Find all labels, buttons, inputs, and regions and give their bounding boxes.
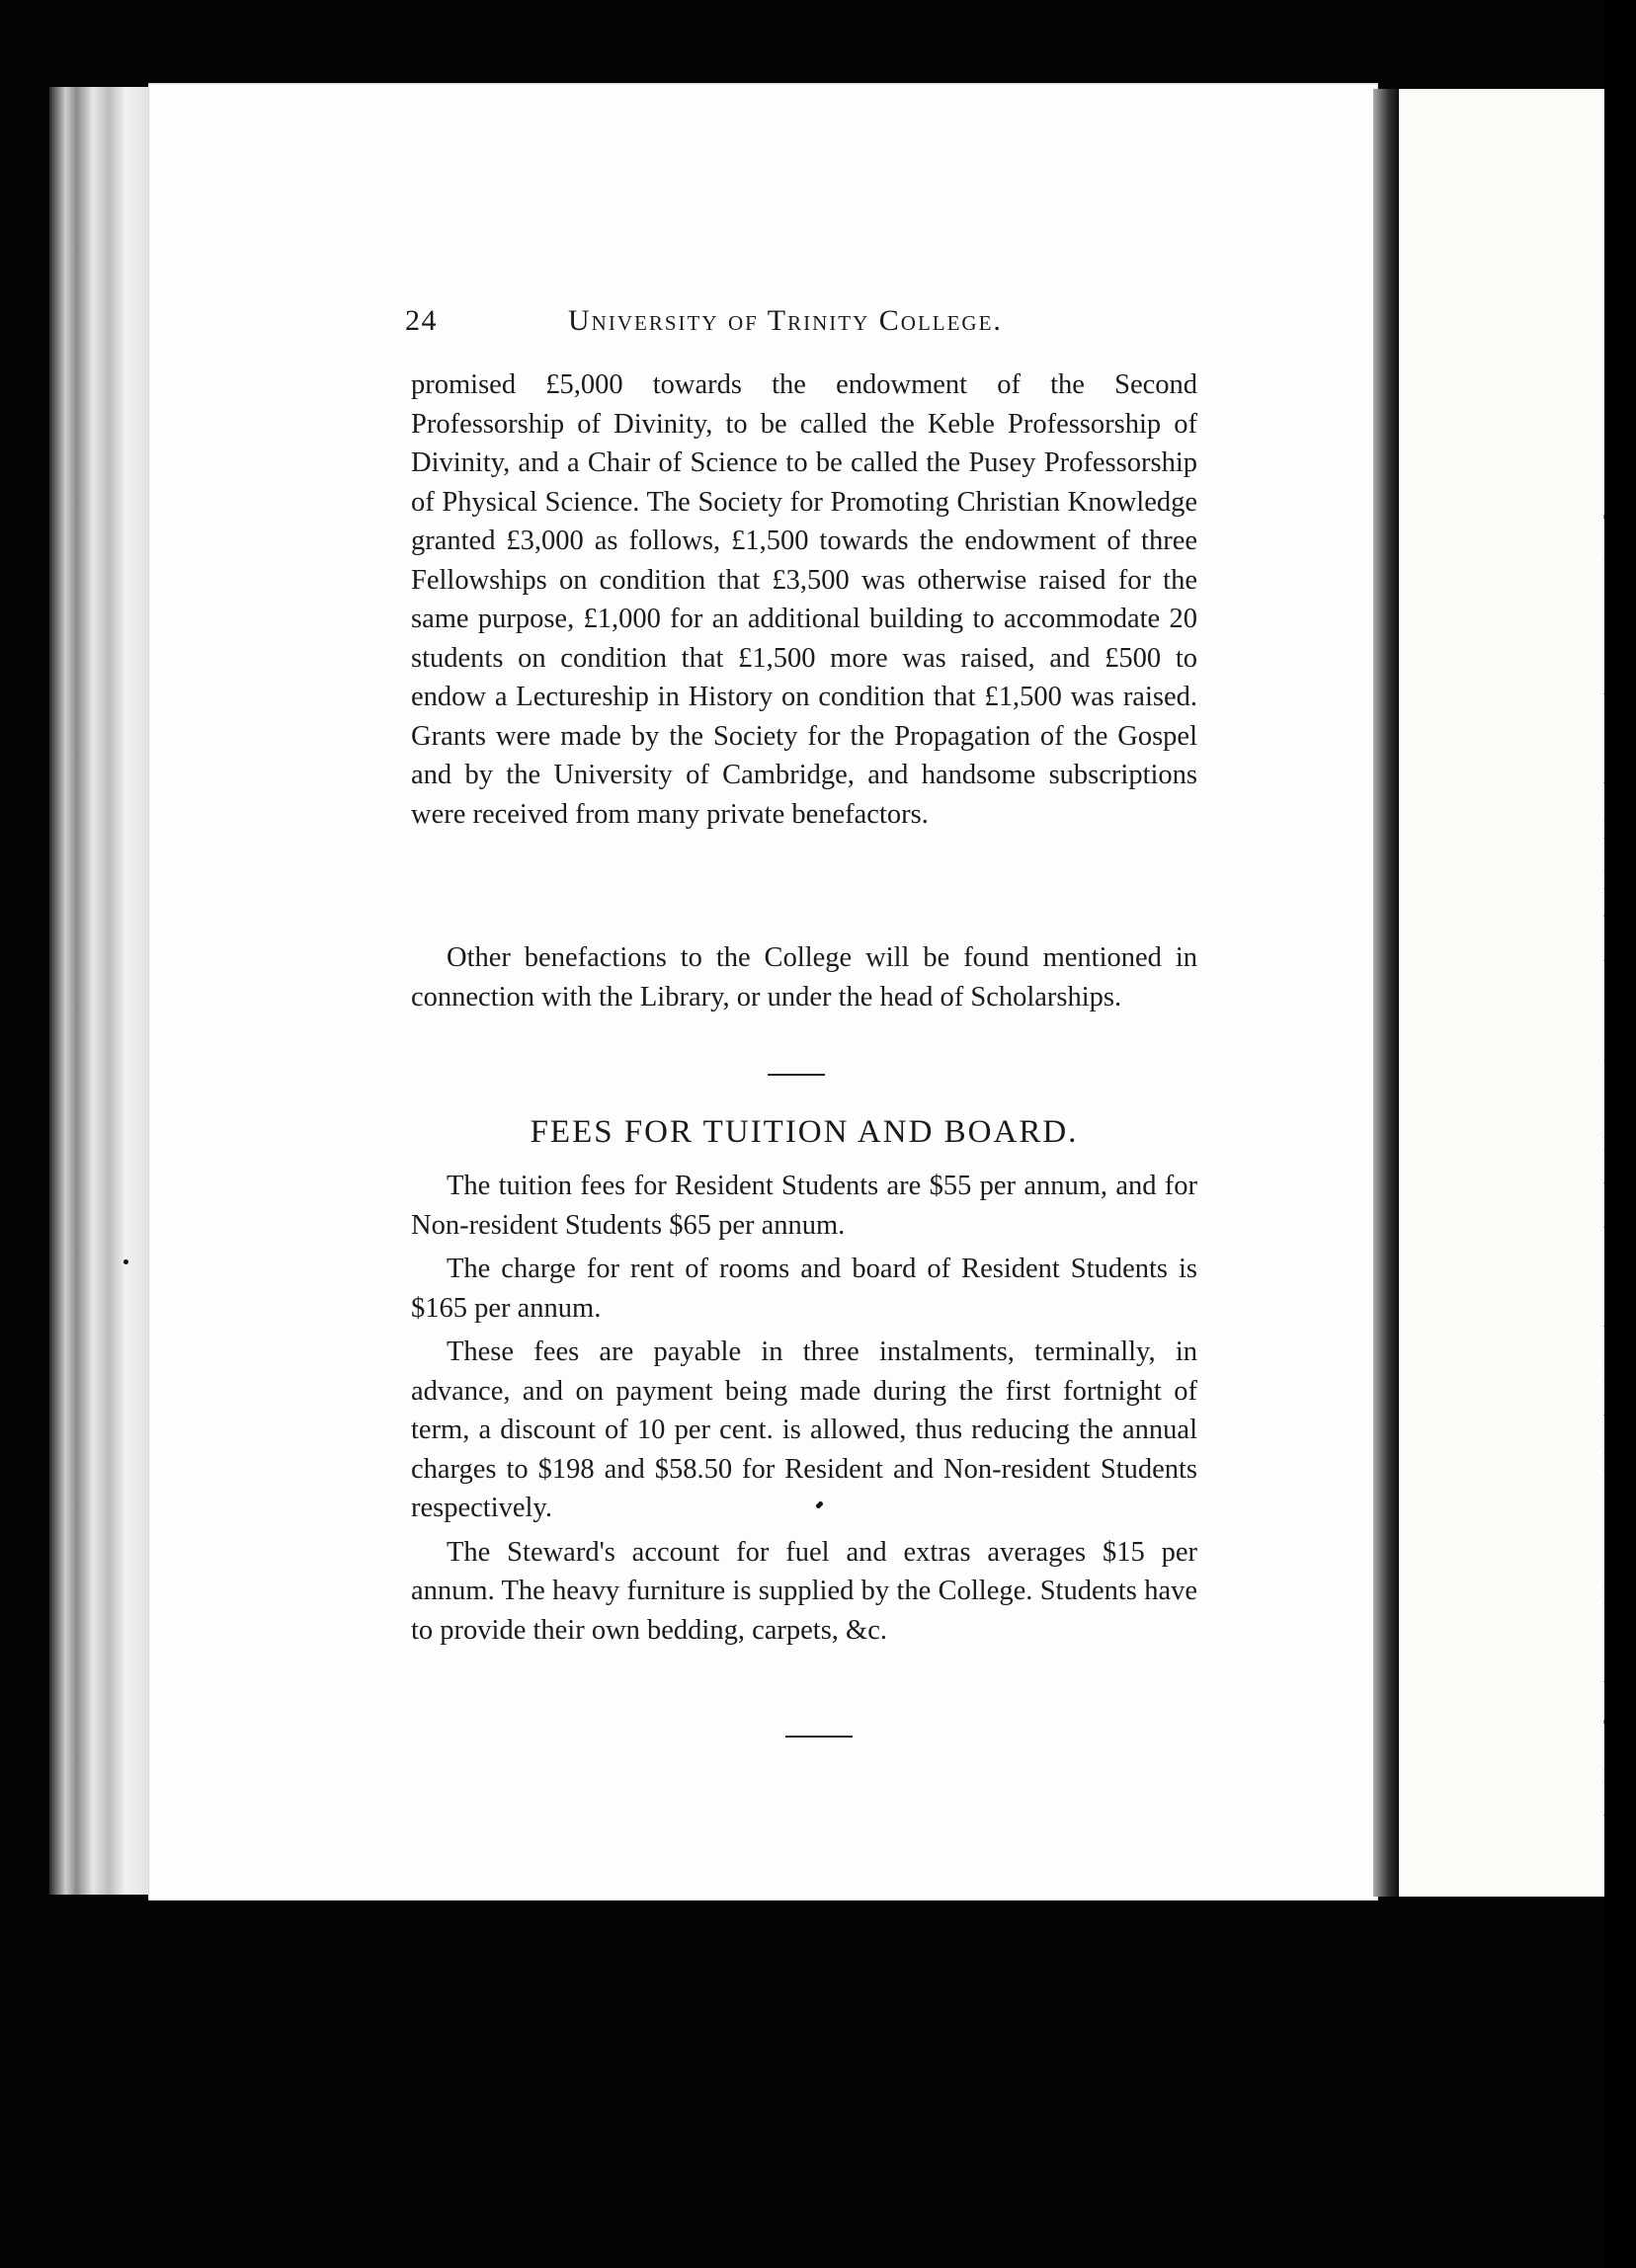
section-divider [768,1074,825,1076]
end-divider [785,1736,853,1738]
tuition-fees-paragraph: The tuition fees for Resident Students are $55 per annum, and for Non-resident Students $65 per annum. [411,1171,1197,1241]
running-title: University of Trinity College. [568,304,1003,337]
other-benefactions-paragraph: Other benefactions to the College will be found mentioned in connection with the Library, or under the head of Scholarships. [411,942,1197,1012]
gutter-shadow [1373,89,1399,1897]
steward-account-paragraph: The Steward's account for fuel and extras averages $15 per annum. The heavy furniture is supplied by the College. Students have to provide their own bedding, carpets, &c. [411,1536,1197,1646]
fees-heading: FEES FOR TUITION AND BOARD. [530,1114,1079,1150]
scan-border-right [1604,0,1636,2268]
fees-text [411,1167,1197,1655]
facing-page [1399,89,1636,1897]
instalments-paragraph: These fees are payable in three instalments, terminally, in advance, and on payment being made during the first fortnight of term, a discount of 10 per cent. is allowed, thus reducing the annual charges to $198 and $58.50 for Resident and Non-resident Students respectively. [411,1336,1197,1523]
benefactions-paragraph: promised £5,000 towards the endowment of the Second Professorship of Divinity, to be called the Keble Professorship of Divinity, and a Chair of Science to be called the Pusey Professorship of Physical Science. The Society for Promoting Christian Knowledge granted £3,000 as follows, £1,500 towards the endowment of three Fellowships on condition that £3,500 was otherwise raised for the same purpose, £1,000 for an additional building to accommodate 20 students on condition that £1,500 more was raised, and £500 to endow a Lectureship in History on condition that £1,500 was raised. Grants were made by the Society for the Propagation of the Gospel and by the University of Cambridge, and handsome subscriptions were received from many private benefactors. [411,369,1197,830]
board-charge-paragraph: The charge for rent of rooms and board of Resident Students is $165 per annum. [411,1254,1197,1324]
page-number: 24 [405,304,438,337]
book-page-edges [49,87,158,1895]
scan-speck [123,1259,128,1264]
scan-speck [818,1501,823,1506]
